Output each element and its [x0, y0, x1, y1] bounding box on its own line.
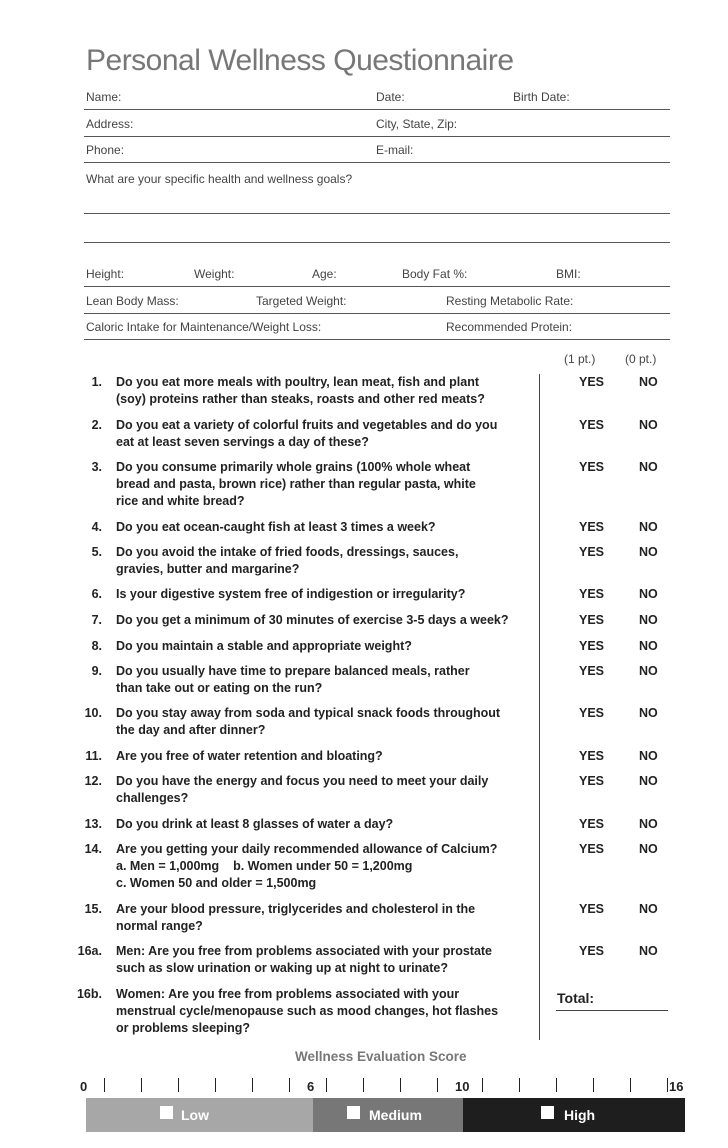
no-answer[interactable]: NO: [639, 613, 658, 627]
yes-answer[interactable]: YES: [579, 706, 605, 720]
page-title: Personal Wellness Questionnaire: [86, 44, 514, 77]
scale-tick: [141, 1078, 142, 1092]
yes-answer[interactable]: YES: [579, 902, 605, 916]
question-text: Do you get a minimum of 30 minutes of exercise 3-5 days a week?: [116, 613, 509, 627]
question-number: 14.: [84, 842, 102, 856]
goals-line-2[interactable]: [84, 242, 670, 243]
total-label: Total:: [557, 990, 595, 1006]
question-number: 16b.: [76, 987, 102, 1001]
medium-checkbox[interactable]: [347, 1106, 360, 1119]
yes-answer[interactable]: YES: [579, 664, 605, 678]
question-text: Women: Are you free from problems associated with your menstrual cycle/menopause such as mood changes, hot flashes or problems sleeping?: [116, 987, 499, 1035]
scale-tick: [400, 1078, 401, 1092]
scale-tick: [593, 1078, 594, 1092]
no-answer[interactable]: NO: [639, 817, 658, 831]
no-answer[interactable]: NO: [639, 639, 658, 653]
question-text: Do you stay away from soda and typical snack foods throughout the day and after dinner?: [116, 706, 501, 737]
question-text: Do you have the energy and focus you need to meet your daily challenges?: [116, 774, 489, 805]
no-answer[interactable]: NO: [639, 460, 658, 474]
scale-tick: [215, 1078, 216, 1092]
yes-points-label: (1 pt.): [564, 352, 596, 366]
scale-tick: [289, 1078, 290, 1092]
yes-answer[interactable]: YES: [579, 545, 605, 559]
intake-row[interactable]: [84, 318, 670, 340]
date-label: Date:: [376, 90, 405, 104]
question-text: Do you consume primarily whole grains (100% whole wheat bread and pasta, brown rice) rather than regular pasta, white rice and white bread?: [116, 460, 476, 508]
question-number: 7.: [91, 613, 102, 627]
no-answer[interactable]: NO: [639, 944, 658, 958]
yes-answer[interactable]: YES: [579, 842, 605, 856]
question-number: 15.: [84, 902, 102, 916]
band-low-label: Low: [181, 1107, 209, 1123]
mass-row[interactable]: [84, 292, 670, 314]
caloric-intake-label: Caloric Intake for Maintenance/Weight Loss:: [86, 320, 322, 334]
question-number: 11.: [85, 749, 102, 763]
address-label: Address:: [86, 117, 134, 131]
scale-tick: [519, 1078, 520, 1092]
no-answer[interactable]: NO: [639, 545, 658, 559]
question-number: 3.: [91, 460, 102, 474]
question-number: 10.: [84, 706, 102, 720]
question-text: Are you getting your daily recommended allowance of Calcium? a. Men = 1,000mg b. Women under 50 = 1,200mg c. Women 50 and older = 1,500mg: [116, 842, 498, 890]
question-text: Is your digestive system free of indigestion or irregularity?: [116, 587, 466, 601]
yes-answer[interactable]: YES: [579, 460, 605, 474]
question-number: 16a.: [77, 944, 102, 958]
phone-row[interactable]: [84, 141, 670, 163]
no-answer[interactable]: NO: [639, 587, 658, 601]
targeted-weight-label: Targeted Weight:: [256, 294, 347, 308]
question-number: 9.: [91, 664, 102, 678]
yes-answer[interactable]: YES: [579, 944, 605, 958]
question-number: 6.: [91, 587, 102, 601]
scale-tick: [482, 1078, 483, 1092]
answer-column-divider: [539, 374, 540, 1040]
yes-answer[interactable]: YES: [579, 639, 605, 653]
no-answer[interactable]: NO: [639, 520, 658, 534]
height-label: Height:: [86, 267, 125, 281]
scale-tick: [667, 1078, 668, 1092]
scale-mid2-label: 10: [455, 1079, 470, 1094]
scale-tick: [104, 1078, 105, 1092]
question-text: Do you eat ocean-caught fish at least 3 times a week?: [116, 520, 436, 534]
bmi-label: BMI:: [556, 267, 581, 281]
scale-tick: [326, 1078, 327, 1092]
question-text: Men: Are you free from problems associated with your prostate such as slow urination or waking up at night to urinate?: [116, 944, 493, 975]
band-medium-label: Medium: [369, 1107, 422, 1123]
question-number: 4.: [91, 520, 102, 534]
scale-tick: [556, 1078, 557, 1092]
email-label: E-mail:: [376, 143, 414, 157]
yes-answer[interactable]: YES: [579, 418, 605, 432]
no-answer[interactable]: NO: [639, 749, 658, 763]
yes-answer[interactable]: YES: [579, 774, 605, 788]
weight-label: Weight:: [194, 267, 235, 281]
no-answer[interactable]: NO: [639, 842, 658, 856]
body-fat-label: Body Fat %:: [402, 267, 468, 281]
scale-tick: [178, 1078, 179, 1092]
question-number: 8.: [91, 639, 102, 653]
question-number: 1.: [91, 375, 102, 389]
goals-label: What are your specific health and wellness goals?: [86, 172, 353, 186]
measurements-row[interactable]: [84, 265, 670, 287]
recommended-protein-label: Recommended Protein:: [446, 320, 573, 334]
yes-answer[interactable]: YES: [579, 817, 605, 831]
no-points-label: (0 pt.): [625, 352, 657, 366]
no-answer[interactable]: NO: [639, 902, 658, 916]
low-checkbox[interactable]: [160, 1106, 173, 1119]
question-text: Do you maintain a stable and appropriate weight?: [116, 639, 412, 653]
age-label: Age:: [312, 267, 337, 281]
yes-answer[interactable]: YES: [579, 587, 605, 601]
question-text: Do you drink at least 8 glasses of water a day?: [116, 817, 394, 831]
yes-answer[interactable]: YES: [579, 749, 605, 763]
no-answer[interactable]: NO: [639, 375, 658, 389]
scale-max-label: 16: [669, 1079, 684, 1094]
yes-answer[interactable]: YES: [579, 613, 605, 627]
total-field[interactable]: [556, 1010, 668, 1011]
scale-tick: [252, 1078, 253, 1092]
scale-mid1-label: 6: [307, 1079, 315, 1094]
scale-tick: [363, 1078, 364, 1092]
no-answer[interactable]: NO: [639, 774, 658, 788]
scale-tick: [437, 1078, 438, 1092]
score-title: Wellness Evaluation Score: [295, 1049, 467, 1064]
goals-line-1[interactable]: [84, 213, 670, 214]
question-number: 5.: [91, 545, 102, 559]
question-text: Are you free of water retention and bloating?: [116, 749, 383, 763]
scale-min-label: 0: [80, 1079, 88, 1094]
resting-metabolic-rate-label: Resting Metabolic Rate:: [446, 294, 574, 308]
no-answer[interactable]: NO: [639, 706, 658, 720]
band-high-label: High: [564, 1107, 596, 1123]
scale-tick: [630, 1078, 631, 1092]
question-text: Do you usually have time to prepare balanced meals, rather than take out or eating on the run?: [116, 664, 470, 695]
no-answer[interactable]: NO: [639, 418, 658, 432]
city-state-zip-label: City, State, Zip:: [376, 117, 458, 131]
high-checkbox[interactable]: [541, 1106, 554, 1119]
question-number: 13.: [84, 817, 102, 831]
yes-answer[interactable]: YES: [579, 375, 605, 389]
name-row[interactable]: [84, 88, 670, 110]
phone-label: Phone:: [86, 143, 125, 157]
question-text: Do you eat more meals with poultry, lean meat, fish and plant (soy) proteins rather than steaks, roasts and other red meats?: [116, 375, 485, 406]
question-text: Are your blood pressure, triglycerides and cholesterol in the normal range?: [116, 902, 476, 933]
no-answer[interactable]: NO: [639, 664, 658, 678]
address-row[interactable]: [84, 115, 670, 137]
question-text: Do you eat a variety of colorful fruits and vegetables and do you eat at least seven servings a day of these?: [116, 418, 498, 449]
name-label: Name:: [86, 90, 122, 104]
birth-date-label: Birth Date:: [513, 90, 570, 104]
question-text: Do you avoid the intake of fried foods, dressings, sauces, gravies, butter and margarine?: [116, 545, 459, 576]
lean-body-mass-label: Lean Body Mass:: [86, 294, 179, 308]
question-number: 12.: [84, 774, 102, 788]
question-number: 2.: [91, 418, 102, 432]
yes-answer[interactable]: YES: [579, 520, 605, 534]
